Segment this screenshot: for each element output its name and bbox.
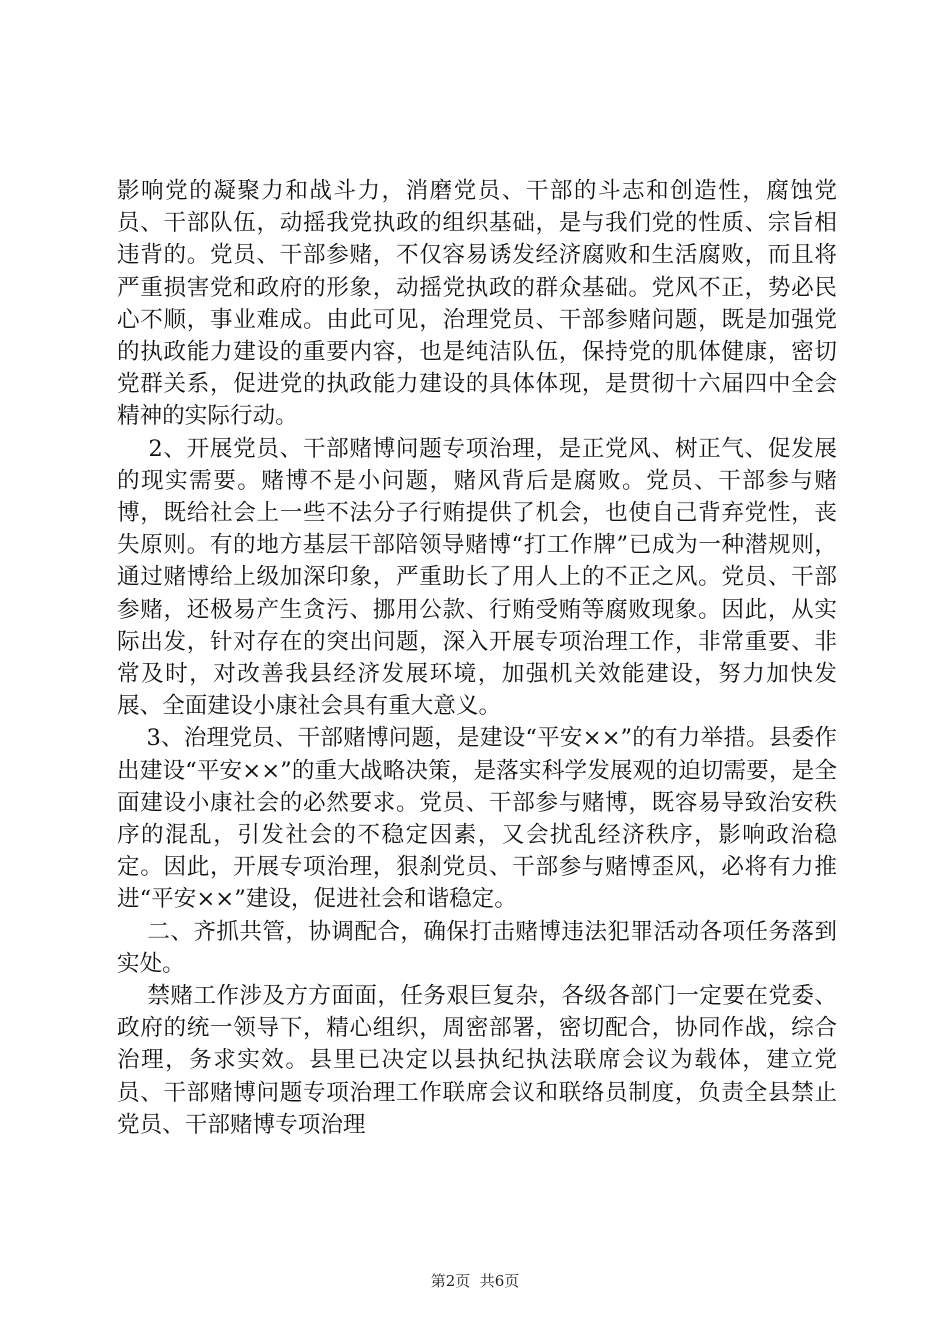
page-number: 第2页 共6页 <box>430 1272 520 1290</box>
paragraph-4: 禁赌工作涉及方方面面，任务艰巨复杂，各级各部门一定要在党委、政府的统一领导下，精心组织，周密部署，密切配合，协同作战，综合治理，务求实效。县里已决定以县执纪执法联席会议为载体，建立党员、干部赌博问题专项治理工作联席会议和联络员制度，负责全县禁止党员、干部赌博专项治理 <box>117 983 837 1138</box>
section-heading-2: 二、齐抓共管，协调配合，确保打击赌博违法犯罪活动各项任务落到实处。 <box>117 918 837 977</box>
document-body <box>117 175 837 1141</box>
paragraph-3: 3、治理党员、干部赌博问题，是建设“平安××”的有力举措。县委作出建设“平安××”的重大战略决策，是落实科学发展观的迫切需要，是全面建设小康社会的必然要求。党员、干部参与赌博，既容易导致治安秩序的混乱，引发社会的不稳定因素，又会扰乱经济秩序，影响政治稳定。因此，开展专项治理，狠刹党员、干部参与赌博歪风，必将有力推进“平安××”建设，促进社会和谐稳定。 <box>117 725 837 913</box>
paragraph-2: 2、开展党员、干部赌博问题专项治理，是正党风、树正气、促发展的现实需要。赌博不是小问题，赌风背后是腐败。党员、干部参与赌博，既给社会上一些不法分子行贿提供了机会，也使自己背弃党性，丧失原则。有的地方基层干部陪领导赌博“打工作牌”已成为一种潜规则，通过赌博给上级加深印象，严重助长了用人上的不正之风。党员、干部参赌，还极易产生贪污、挪用公款、行贿受贿等腐败现象。因此，从实际出发，针对存在的突出问题，深入开展专项治理工作，非常重要、非常及时，对改善我县经济发展环境，加强机关效能建设，努力加快发展、全面建设小康社会具有重大意义。 <box>117 435 837 720</box>
page-footer <box>0 1271 950 1291</box>
paragraph-1: 影响党的凝聚力和战斗力，消磨党员、干部的斗志和创造性，腐蚀党员、干部队伍，动摇我党执政的组织基础，是与我们党的性质、宗旨相违背的。党员、干部参赌，不仅容易诱发经济腐败和生活腐败，而且将严重损害党和政府的形象，动摇党执政的群众基础。党风不正，势必民心不顺，事业难成。由此可见，治理党员、干部参赌问题，既是加强党的执政能力建设的重要内容，也是纯洁队伍，保持党的肌体健康，密切党群关系，促进党的执政能力建设的具体体现，是贯彻十六届四中全会精神的实际行动。 <box>117 178 837 430</box>
